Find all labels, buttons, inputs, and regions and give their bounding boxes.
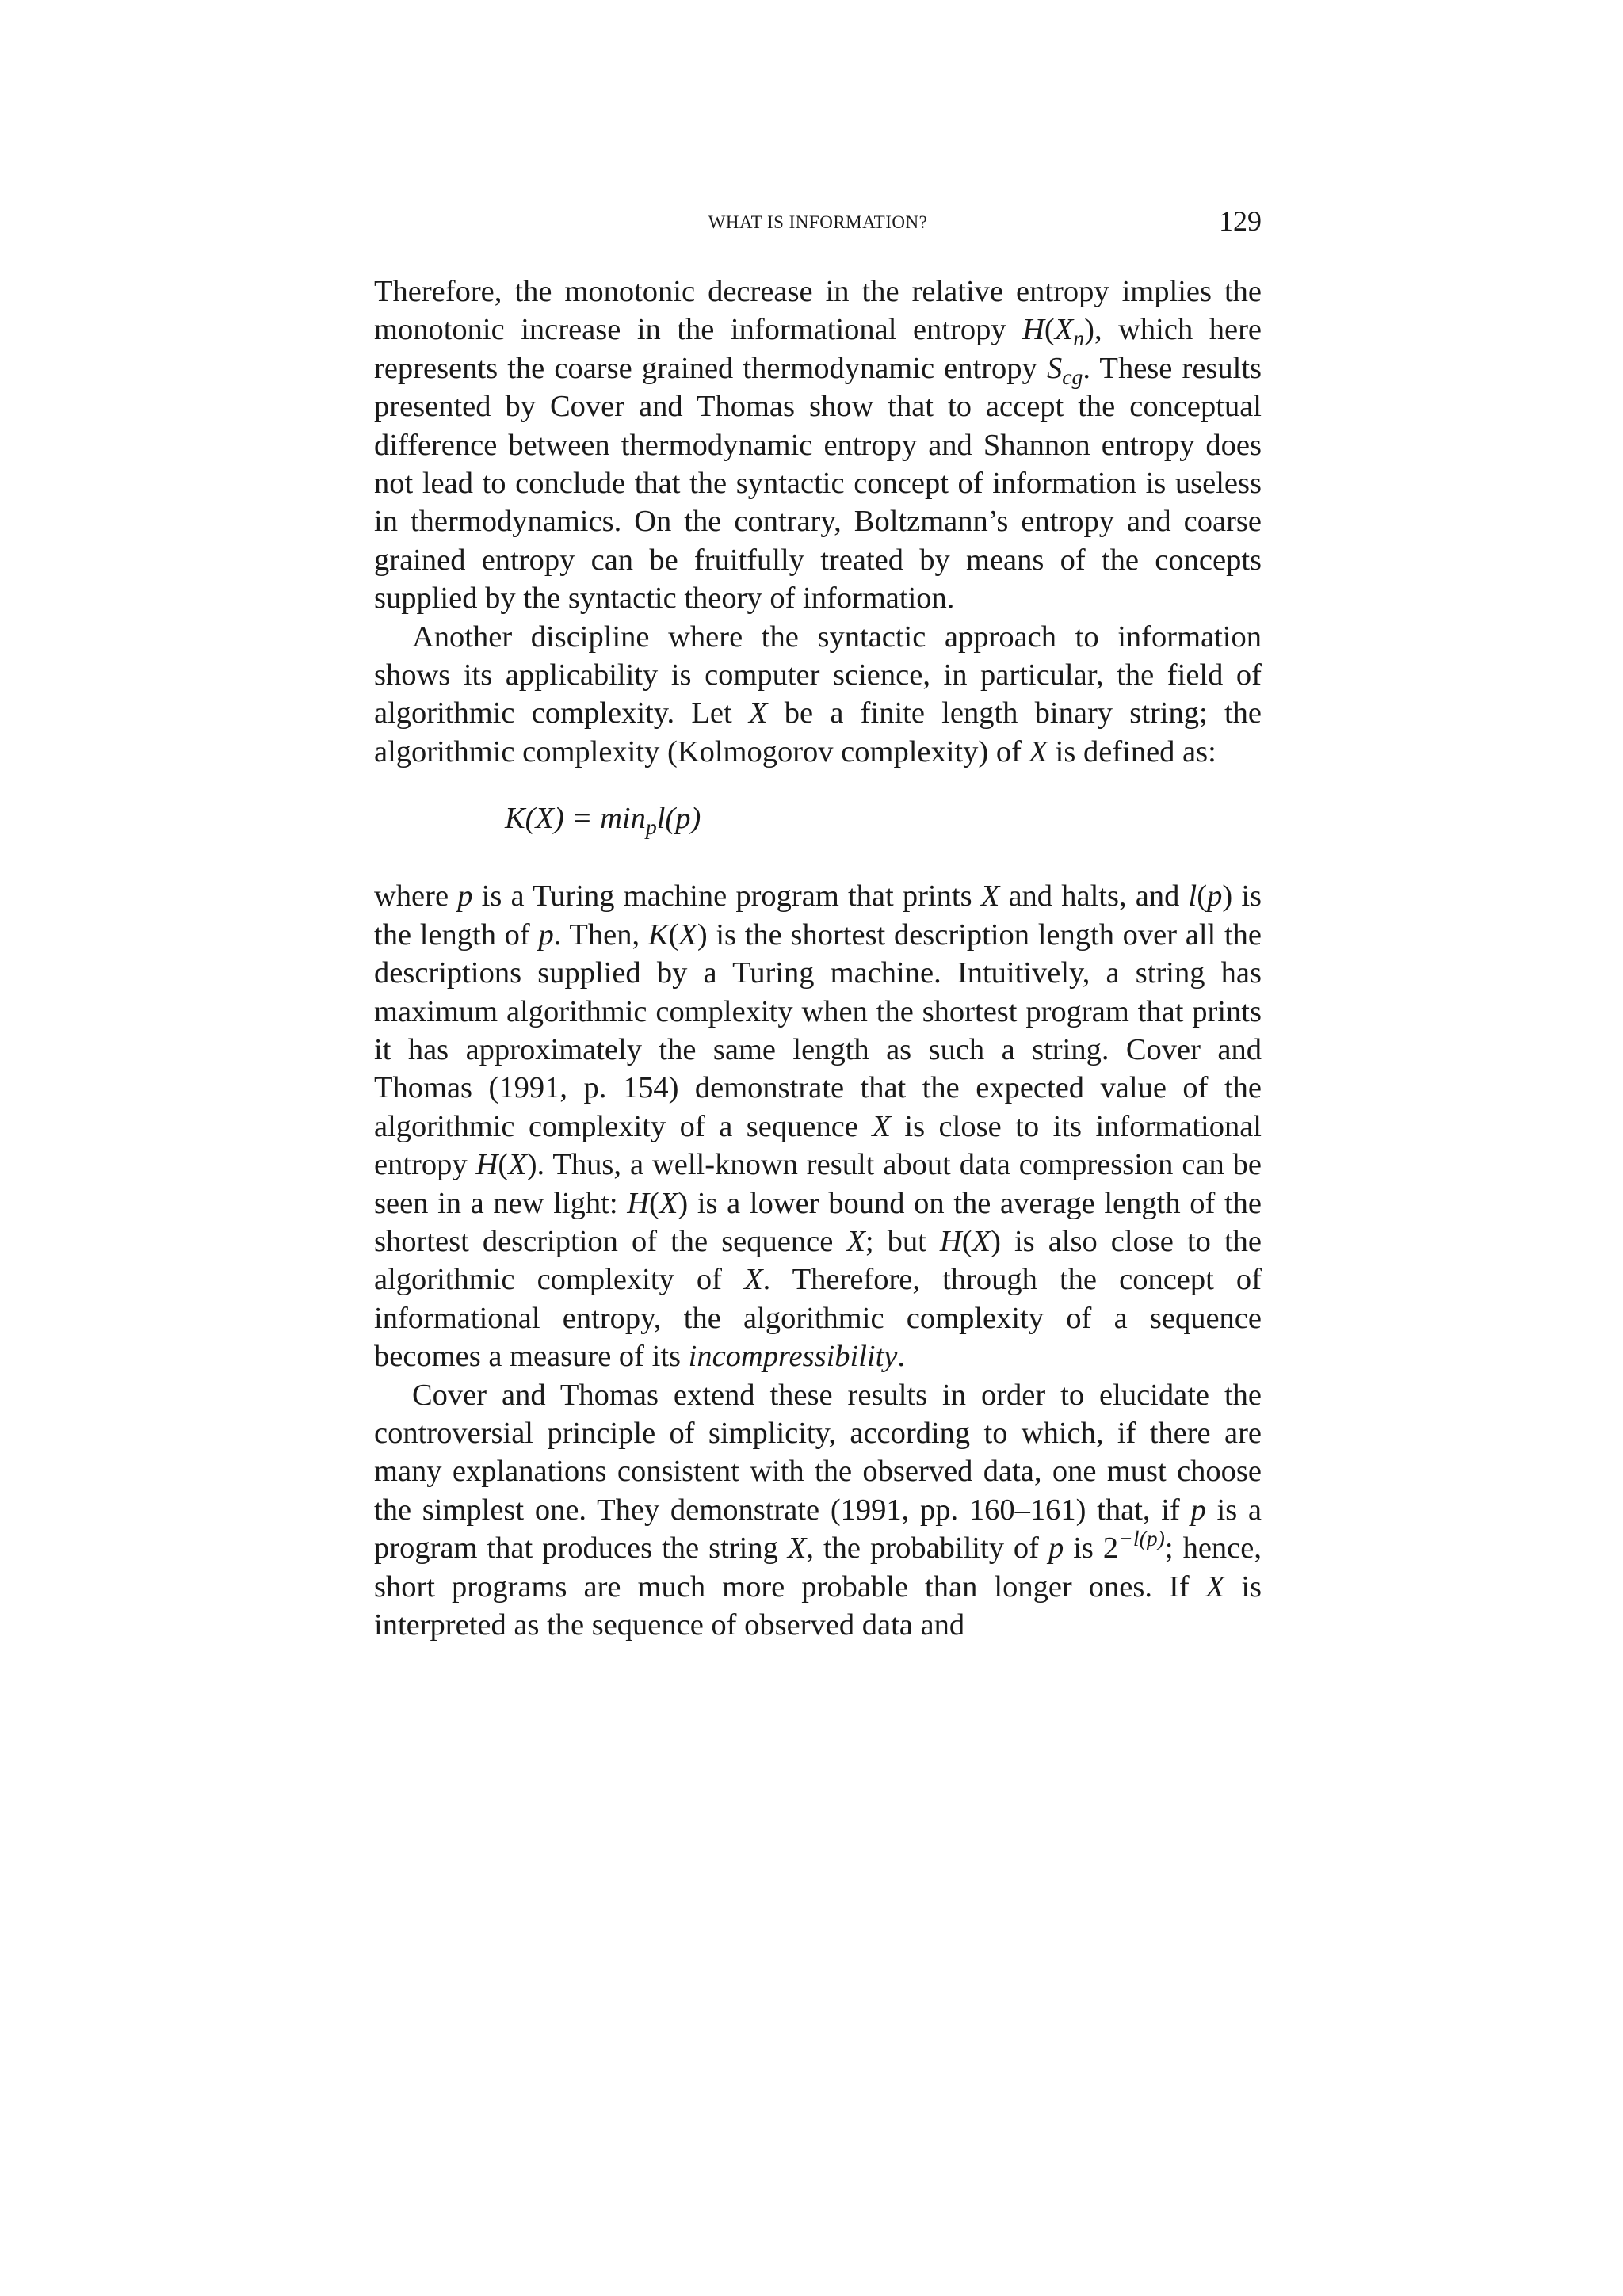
paragraph-2 [374,618,1262,772]
math-symbol: X [1054,313,1074,347]
text-run: . Then, [553,917,648,952]
kolmogorov-equation [374,799,1262,840]
math-exponent: −l(p) [1118,1525,1165,1550]
math-symbol: H [939,1224,962,1258]
math-symbol: X [787,1531,807,1566]
text-run: ( [961,1224,972,1258]
text-run: , which here represents the coarse grained thermodynamic entropy [374,313,1262,385]
text-run: ( [1197,879,1208,913]
math-symbol: X [980,879,1000,913]
equation-subscript: p [645,814,657,840]
math-symbol: X [872,1109,891,1143]
math-symbol: X [659,1186,678,1220]
paragraph-4 [374,1376,1262,1645]
math-symbol: X [1029,734,1048,769]
math-symbol: X [846,1224,865,1258]
text-run: Another discipline where the syntactic approach to information shows its applicability is computer science, in particular, the field of algorithmic complexity. Let [374,620,1262,730]
math-subscript: n [1073,326,1085,351]
paragraph-3 [374,877,1262,1375]
page [374,204,1262,1644]
text-run: ) is the length of [374,879,1262,952]
text-run: is close to its informational entropy [374,1109,1262,1182]
text-run: ( [649,1186,659,1220]
text-run: is a Turing machine program that prints [472,879,981,913]
math-symbol: X [508,1148,527,1182]
math-paren: ( [1044,313,1055,347]
text-run: ; but [865,1224,940,1258]
equation-rhs: l(p) [656,802,701,836]
text-run: be a finite length binary string; the algorithmic complexity (Kolmogorov complexity) of [374,696,1262,769]
running-head [374,204,1262,239]
body-text [374,273,1262,1644]
text-run: ( [668,917,679,952]
math-symbol: p [538,917,554,952]
text-run: ) is the shortest description length over all the descriptions supplied by a Turing machine. Intuitively, a string has maximum algorithmic complexity when the shortest program that prints it has approximately the same length as such a string. Cover and Thomas (1991, p. 154) demonstrate that the expected value of the algorithmic complexity of a sequence [374,917,1262,1143]
text-run: . [897,1340,906,1374]
equation-min: min [600,802,646,836]
paragraph-1 [374,273,1262,618]
text-run: ; hence, short programs are much more probable than longer ones. If [374,1531,1262,1604]
page-number: 129 [1219,205,1262,237]
text-run: Cover and Thomas extend these results in order to elucidate the controversial principle of simplicity, according to which, if there are many explanations consistent with the observed data, one must choose the simplest one. They demonstrate (1991, pp. 160–161) that, if [374,1378,1262,1527]
math-symbol: S [1046,351,1063,385]
text-run: Therefore, the monotonic decrease in the relative entropy implies the monotonic increase in the informational entropy [374,275,1262,347]
equation-lhs: K(X) = [505,802,601,836]
emphasis-incompressibility: incompressibility [688,1340,898,1374]
text-run: is a program that produces the string [374,1493,1262,1566]
text-run: , the probability of [806,1531,1048,1566]
math-symbol: p [1190,1493,1206,1527]
text-run: ) is a lower bound on the average length of the shortest description of the sequence [374,1186,1262,1258]
text-run: . These results presented by Cover and Thomas show that to accept the conceptual difference between thermodynamic entropy and Shannon entropy does not lead to conclude that the syntactic concept of information is useless in thermodynamics. On the contrary, Boltzmann’s entropy and coarse grained entropy can be fruitfully treated by means of the concepts supplied by the syntactic theory of information. [374,351,1262,616]
math-symbol: p [1048,1531,1064,1566]
text-run: and halts, and [999,879,1189,913]
math-subscript: cg [1062,364,1083,389]
text-run: ( [498,1148,509,1182]
math-symbol: K [647,917,669,952]
math-symbol: X [678,917,697,952]
text-run: is 2 [1064,1531,1119,1566]
math-symbol: X [748,696,768,730]
text-run: ). Thus, a well-known result about data compression can be seen in a new light: [374,1148,1262,1220]
text-run: where [374,879,458,913]
text-run: . Therefore, through the concept of informational entropy, the algorithmic complexity of a sequence becomes a measure of its [374,1263,1262,1374]
math-symbol: X [744,1263,763,1297]
text-run: is defined as: [1048,734,1216,769]
math-symbol: l [1188,879,1197,913]
running-title: WHAT IS INFORMATION? [708,212,928,232]
math-symbol: p [1207,879,1223,913]
math-symbol: p [457,879,473,913]
math-symbol: X [1205,1569,1225,1604]
math-symbol: H [1022,313,1044,347]
math-symbol: H [627,1186,649,1220]
math-paren: ) [1084,313,1094,347]
text-run: is interpreted as the sequence of observed data and [374,1569,1262,1642]
text-run: ) is also close to the algorithmic complexity of [374,1224,1262,1297]
math-symbol: H [475,1148,498,1182]
math-symbol: X [972,1224,991,1258]
